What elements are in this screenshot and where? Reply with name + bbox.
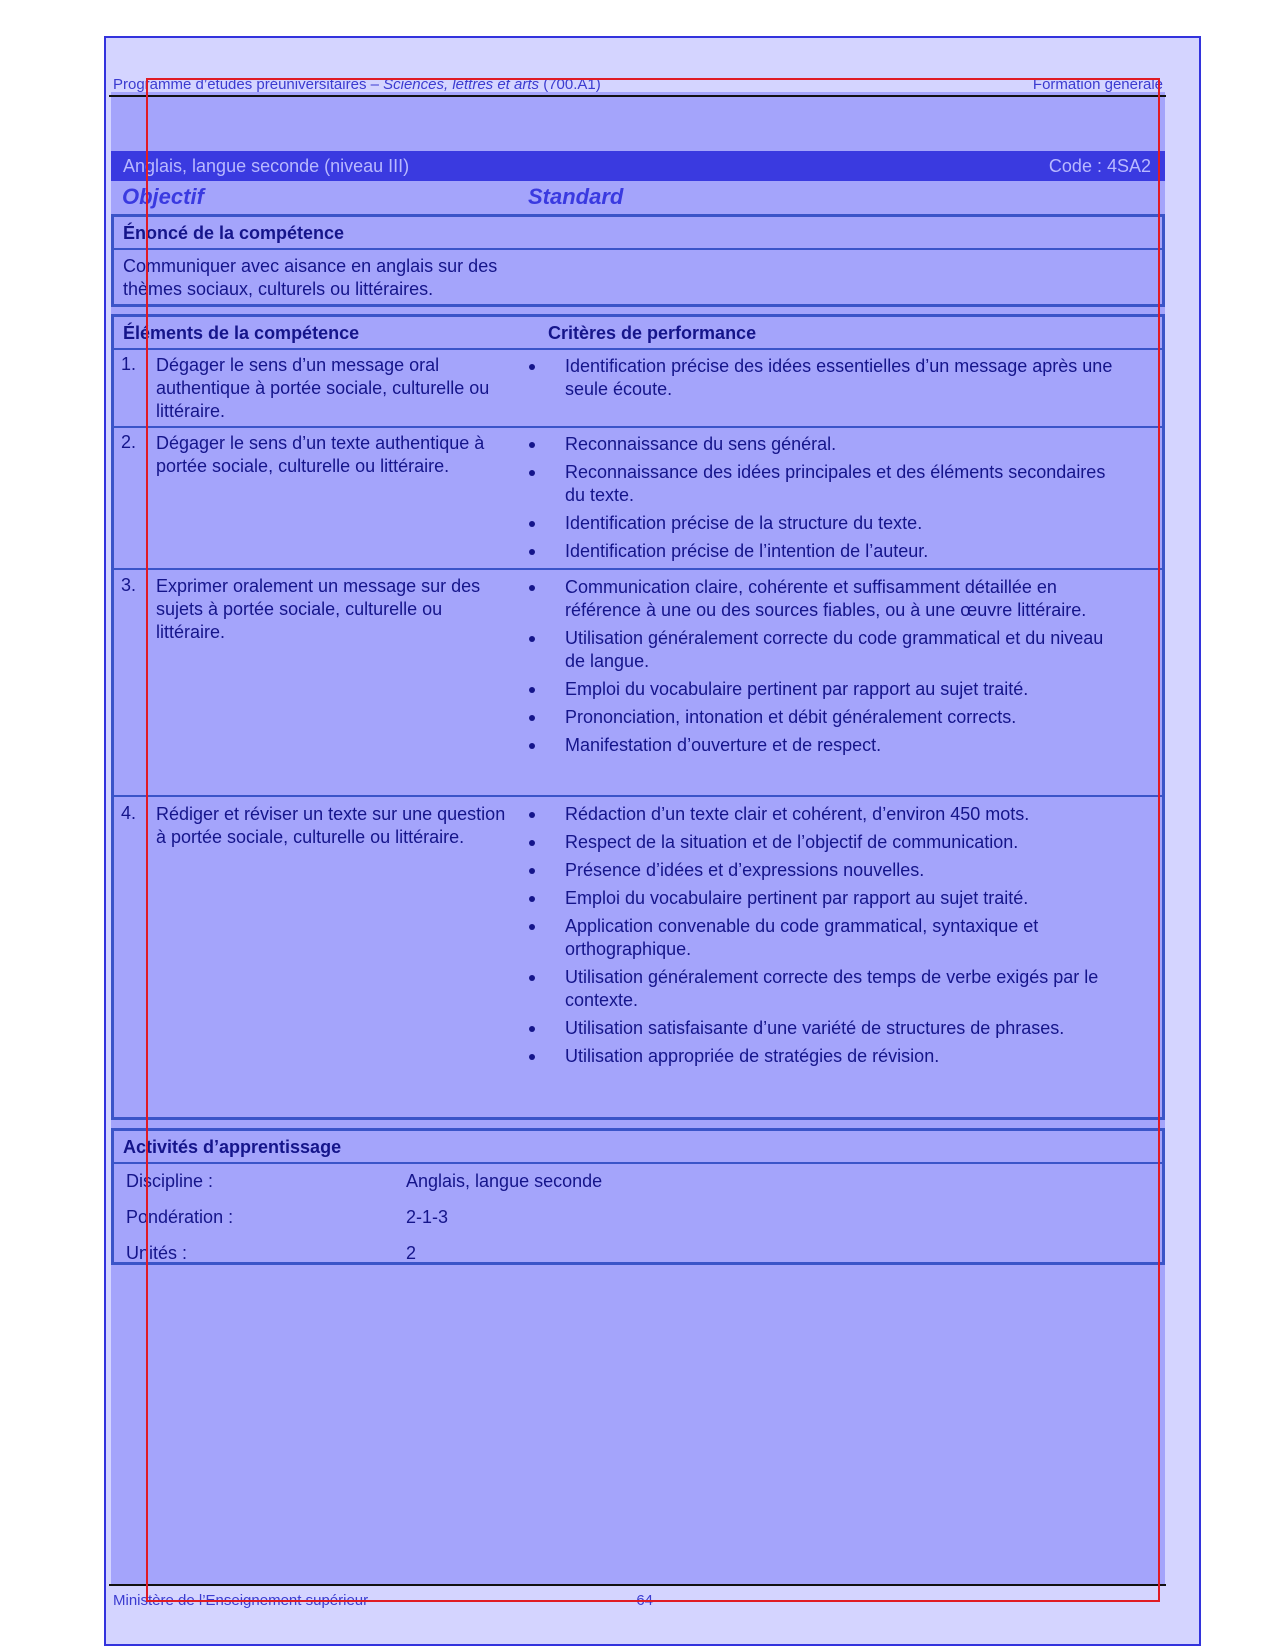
course-title-bar (111, 151, 1165, 181)
criterion-item: Prononciation, intonation et débit généralement corrects. (529, 706, 1119, 729)
bullet-icon (529, 743, 535, 749)
course-title: Anglais, langue seconde (niveau III) (123, 155, 410, 176)
criterion-item: Utilisation satisfaisante d’une variété de structures de phrases. (529, 1017, 1119, 1040)
bullet-icon (529, 868, 535, 874)
element-text: Exprimer oralement un message sur des sujets à portée sociale, culturelle ou littéraire. (156, 576, 481, 642)
criterion-item: Emploi du vocabulaire pertinent par rapport au sujet traité. (529, 678, 1119, 701)
element-text: Rédiger et réviser un texte sur une question à portée sociale, culturelle ou littéraire. (156, 804, 506, 847)
criterion-item: Utilisation généralement correcte du code grammatical et du niveau de langue. (529, 627, 1119, 673)
activity-row-ponderation (126, 1207, 826, 1243)
bullet-icon (529, 687, 535, 693)
elements-heading-row (114, 317, 1162, 350)
elements-heading: Éléments de la compétence (123, 323, 360, 343)
bullet-icon (529, 442, 535, 448)
criterion-item: Communication claire, cohérente et suffisamment détaillée en référence à une ou des sources fiables, ou à une œuvre littéraire. (529, 576, 1119, 622)
header-rule (109, 95, 1166, 97)
activity-label: Discipline : (126, 1171, 214, 1191)
criterion-item: Utilisation généralement correcte des temps de verbe exigés par le contexte. (529, 966, 1119, 1012)
bullet-icon (529, 1054, 535, 1060)
bullet-icon (529, 470, 535, 476)
criterion-item: Présence d’idées et d’expressions nouvelles. (529, 859, 1119, 882)
activities-details (126, 1171, 826, 1279)
activity-label: Unités : (126, 1243, 188, 1263)
bullet-icon (529, 896, 535, 902)
criterion-item: Emploi du vocabulaire pertinent par rapport au sujet traité. (529, 887, 1119, 910)
criterion-item: Utilisation appropriée de stratégies de révision. (529, 1045, 1119, 1068)
bullet-icon (529, 924, 535, 930)
competence-element-row (114, 570, 1162, 797)
competence-element-row (114, 350, 1162, 428)
competence-statement-box (111, 214, 1165, 307)
bullet-icon (529, 521, 535, 527)
bullet-icon (529, 812, 535, 818)
bullet-icon (529, 364, 535, 370)
header-right: Formation générale (1032, 76, 1163, 93)
criterion-item: Reconnaissance des idées principales et des éléments secondaires du texte. (529, 461, 1119, 507)
criterion-item: Rédaction d’un texte clair et cohérent, d’environ 450 mots. (529, 803, 1119, 826)
criterion-item: Application convenable du code grammatical, syntaxique et orthographique. (529, 915, 1119, 961)
bullet-icon (529, 549, 535, 555)
activity-value: 2 (406, 1243, 417, 1263)
course-code: Code : 4SA2 (1048, 155, 1151, 176)
bullet-icon (529, 715, 535, 721)
objective-standard-row (122, 184, 1162, 214)
criteria-list (529, 803, 1119, 1073)
footer-rule (109, 1584, 1166, 1586)
element-number: 3. (121, 575, 137, 595)
footer-ministry: Ministère de l’Enseignement supérieur (113, 1592, 369, 1609)
standard-label: Standard (528, 184, 624, 209)
element-text: Dégager le sens d’un message oral authentique à portée sociale, culturelle ou littéraire. (156, 355, 490, 421)
bullet-icon (529, 636, 535, 642)
activity-value: 2-1-3 (406, 1207, 449, 1227)
element-number: 2. (121, 432, 137, 452)
competence-elements-box (111, 314, 1165, 1120)
bullet-icon (529, 585, 535, 591)
activity-value: Anglais, langue seconde (406, 1171, 603, 1191)
criterion-item: Identification précise des idées essentielles d’un message après une seule écoute. (529, 355, 1119, 401)
competence-element-row (114, 428, 1162, 570)
criteria-list (529, 576, 1119, 762)
element-number: 4. (121, 803, 137, 823)
bullet-icon (529, 840, 535, 846)
criterion-item: Identification précise de l’intention de l’auteur. (529, 540, 1119, 563)
criteria-list (529, 355, 1119, 406)
learning-activities-box (111, 1128, 1165, 1265)
objective-label: Objectif (122, 184, 204, 209)
criteria-heading: Critères de performance (548, 323, 757, 343)
page-number: 64 (636, 1592, 653, 1609)
criteria-list (529, 433, 1119, 568)
activity-row-discipline (126, 1171, 826, 1207)
element-text: Dégager le sens d’un texte authentique à portée sociale, culturelle ou littéraire. (156, 433, 485, 476)
bullet-icon (529, 1026, 535, 1032)
activity-row-unites (126, 1243, 826, 1279)
criterion-item: Manifestation d’ouverture et de respect. (529, 734, 1119, 757)
criterion-item: Identification précise de la structure du texte. (529, 512, 1119, 535)
criterion-item: Respect de la situation et de l’objectif de communication. (529, 831, 1119, 854)
criterion-item: Reconnaissance du sens général. (529, 433, 1119, 456)
learning-activities-heading: Activités d’apprentissage (114, 1131, 1162, 1164)
competence-element-row (114, 797, 1162, 1117)
page-footer (113, 1592, 653, 1609)
activity-label: Pondération : (126, 1207, 234, 1227)
element-number: 1. (121, 354, 137, 374)
competence-statement-text: Communiquer avec aisance en anglais sur des thèmes sociaux, culturels ou littéraires. (123, 256, 498, 299)
running-header (113, 76, 1163, 93)
program-name: Programme d’études préuniversitaires – Sciences, lettres et arts (700.A1) (113, 76, 601, 93)
bullet-icon (529, 975, 535, 981)
competence-statement-heading: Énoncé de la compétence (114, 217, 1162, 250)
